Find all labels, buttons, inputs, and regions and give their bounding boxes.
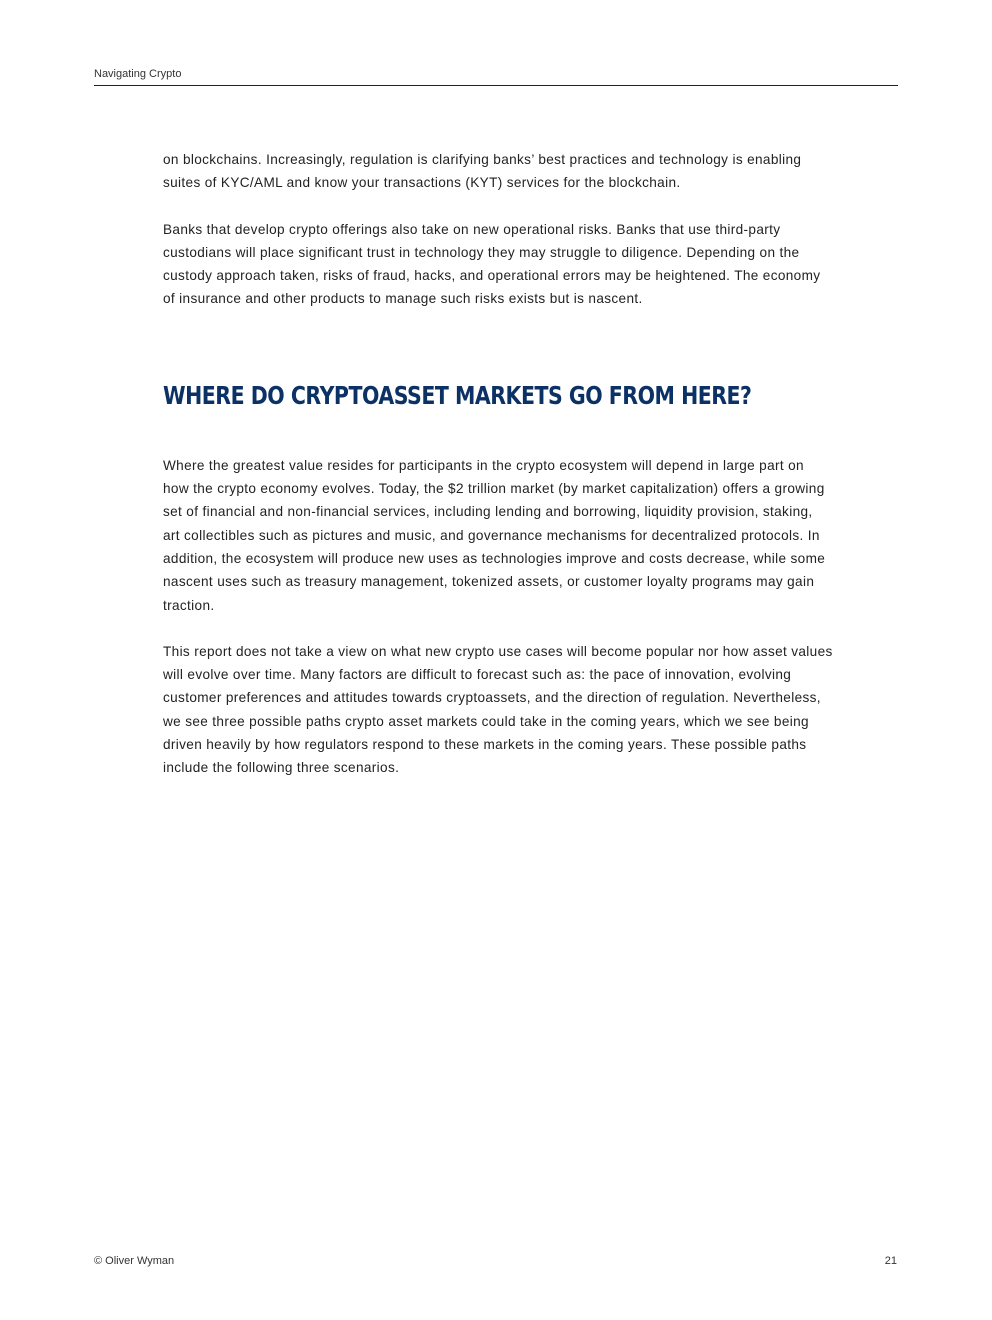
section-heading-wrapper <box>163 380 833 412</box>
section-title: WHERE DO CRYPTOASSET MARKETS GO FROM HERE? <box>163 380 752 410</box>
body-paragraph-2: Banks that develop crypto offerings also take on new operational risks. Banks that use third-party custodians will place significant trust in technology they may struggle to diligence. Depending on the custody approach taken, risks of fraud, hacks, and operational errors may be heightened. The economy of insurance and other products to manage such risks exists but is nascent. <box>163 221 821 307</box>
page-content <box>163 148 833 780</box>
body-paragraph-1: on blockchains. Increasingly, regulation is clarifying banks’ best practices and technology is enabling suites of KYC/AML and know your transactions (KYT) services for the blockchain. <box>163 152 802 191</box>
footer-page-number: 21 <box>884 1255 897 1267</box>
body-paragraph-4: This report does not take a view on what new crypto use cases will become popular nor how asset values will evolve over time. Many factors are difficult to forecast such as: the pace of innovation, evolving customer preferences and attitudes towards cryptoassets, and the direction of regulation. Nevertheless, we see three possible paths crypto asset markets could take in the coming years, which we see being driven heavily by how regulators respond to these markets in the coming years. These possible paths include the following three scenarios. <box>163 643 833 776</box>
footer-copyright: © Oliver Wyman <box>94 1255 175 1267</box>
running-header-title: Navigating Crypto <box>94 68 182 80</box>
body-paragraph-3: Where the greatest value resides for participants in the crypto ecosystem will depend in large part on how the crypto economy evolves. Today, the $2 trillion market (by market capitalization) offers a growing set of financial and non-financial services, including lending and borrowing, liquidity provision, staking, art collectibles such as pictures and music, and governance mechanisms for decentralized protocols. In addition, the ecosystem will produce new uses as technologies improve and costs decrease, while some nascent uses such as treasury management, tokenized assets, or customer loyalty programs may gain traction. <box>163 457 826 613</box>
running-header <box>94 66 898 86</box>
